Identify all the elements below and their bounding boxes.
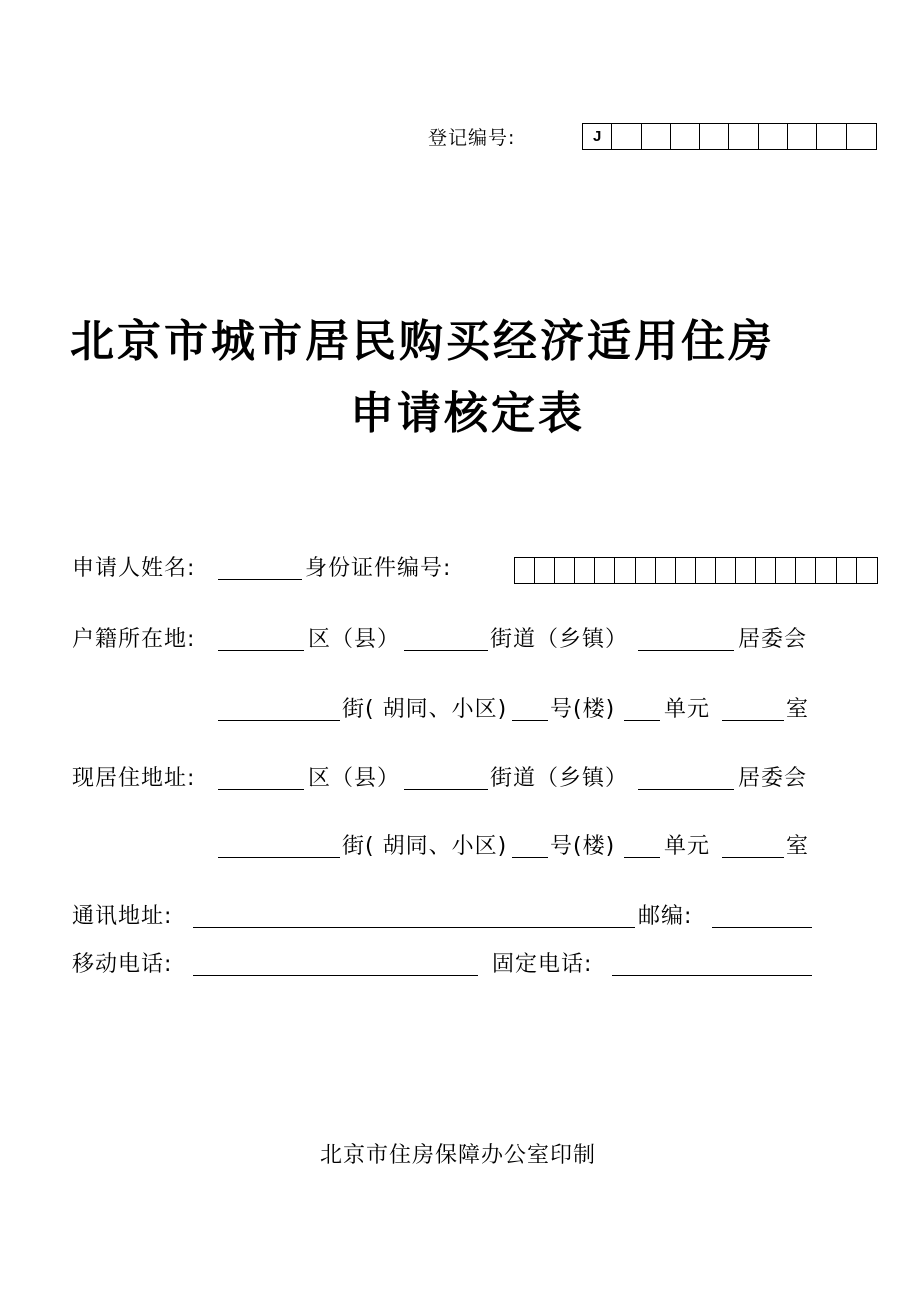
- registration-label: 登记编号:: [428, 127, 516, 149]
- digit-box[interactable]: [696, 558, 716, 583]
- digit-box[interactable]: [857, 558, 877, 583]
- residence-room-field[interactable]: [722, 857, 784, 858]
- hukou-room-label: 室: [786, 697, 810, 722]
- digit-box[interactable]: [736, 558, 756, 583]
- hukou-room-field[interactable]: [722, 720, 784, 721]
- hukou-committee-field[interactable]: [638, 650, 734, 651]
- registration-prefix: J: [583, 124, 612, 149]
- digit-box[interactable]: [676, 558, 696, 583]
- id-number-boxes[interactable]: [514, 557, 878, 584]
- digit-box[interactable]: [796, 558, 816, 583]
- mobile-label: 移动电话:: [72, 952, 173, 977]
- id-number-label: 身份证件编号:: [305, 556, 452, 581]
- hukou-street-field[interactable]: [404, 650, 488, 651]
- digit-box[interactable]: [671, 124, 700, 149]
- digit-box[interactable]: [700, 124, 729, 149]
- digit-box[interactable]: [515, 558, 535, 583]
- postcode-label: 邮编:: [638, 904, 693, 929]
- digit-box[interactable]: [716, 558, 736, 583]
- residence-committee-label: 居委会: [738, 766, 808, 791]
- landline-field[interactable]: [612, 975, 812, 976]
- digit-box[interactable]: [615, 558, 635, 583]
- hukou-lane-label: 街( 胡同、小区): [342, 697, 508, 722]
- residence-street-label: 街道（乡镇）: [490, 766, 629, 791]
- page-title-line1: 北京市城市居民购买经济适用住房: [70, 316, 775, 367]
- mail-address-field[interactable]: [193, 927, 635, 928]
- digit-box[interactable]: [535, 558, 555, 583]
- residence-room-label: 室: [786, 834, 810, 859]
- residence-label: 现居住地址:: [72, 766, 196, 791]
- digit-box[interactable]: [555, 558, 575, 583]
- hukou-district-field[interactable]: [218, 650, 304, 651]
- hukou-number-label: 号(楼): [550, 697, 616, 722]
- hukou-label: 户籍所在地:: [72, 627, 196, 652]
- applicant-name-field[interactable]: [218, 579, 302, 580]
- digit-box[interactable]: [642, 124, 671, 149]
- residence-number-label: 号(楼): [550, 834, 616, 859]
- hukou-committee-label: 居委会: [738, 627, 808, 652]
- hukou-number-field[interactable]: [512, 720, 548, 721]
- issuer-footer: 北京市住房保障办公室印制: [320, 1143, 597, 1168]
- digit-box[interactable]: [575, 558, 595, 583]
- residence-committee-field[interactable]: [638, 789, 734, 790]
- digit-box[interactable]: [729, 124, 758, 149]
- digit-box[interactable]: [788, 124, 817, 149]
- digit-box[interactable]: [816, 558, 836, 583]
- digit-box[interactable]: [656, 558, 676, 583]
- digit-box[interactable]: [837, 558, 857, 583]
- hukou-lane-field[interactable]: [218, 720, 340, 721]
- digit-box[interactable]: [776, 558, 796, 583]
- digit-box[interactable]: [847, 124, 876, 149]
- residence-street-field[interactable]: [404, 789, 488, 790]
- mail-address-label: 通讯地址:: [72, 904, 173, 929]
- landline-label: 固定电话:: [492, 952, 593, 977]
- digit-box[interactable]: [756, 558, 776, 583]
- digit-box[interactable]: [817, 124, 846, 149]
- registration-number-boxes[interactable]: [582, 123, 877, 150]
- residence-lane-label: 街( 胡同、小区): [342, 834, 508, 859]
- residence-district-field[interactable]: [218, 789, 304, 790]
- applicant-name-label: 申请人姓名:: [72, 556, 196, 581]
- residence-unit-field[interactable]: [624, 857, 660, 858]
- digit-box[interactable]: [759, 124, 788, 149]
- hukou-district-label: 区（县）: [308, 627, 401, 652]
- residence-district-label: 区（县）: [308, 766, 401, 791]
- mobile-field[interactable]: [193, 975, 478, 976]
- hukou-street-label: 街道（乡镇）: [490, 627, 629, 652]
- digit-box[interactable]: [636, 558, 656, 583]
- digit-box[interactable]: [612, 124, 641, 149]
- residence-lane-field[interactable]: [218, 857, 340, 858]
- digit-box[interactable]: [595, 558, 615, 583]
- hukou-unit-label: 单元: [664, 697, 711, 722]
- residence-unit-label: 单元: [664, 834, 711, 859]
- page-title-line2: 申请核定表: [350, 388, 585, 439]
- postcode-field[interactable]: [712, 927, 812, 928]
- hukou-unit-field[interactable]: [624, 720, 660, 721]
- residence-number-field[interactable]: [512, 857, 548, 858]
